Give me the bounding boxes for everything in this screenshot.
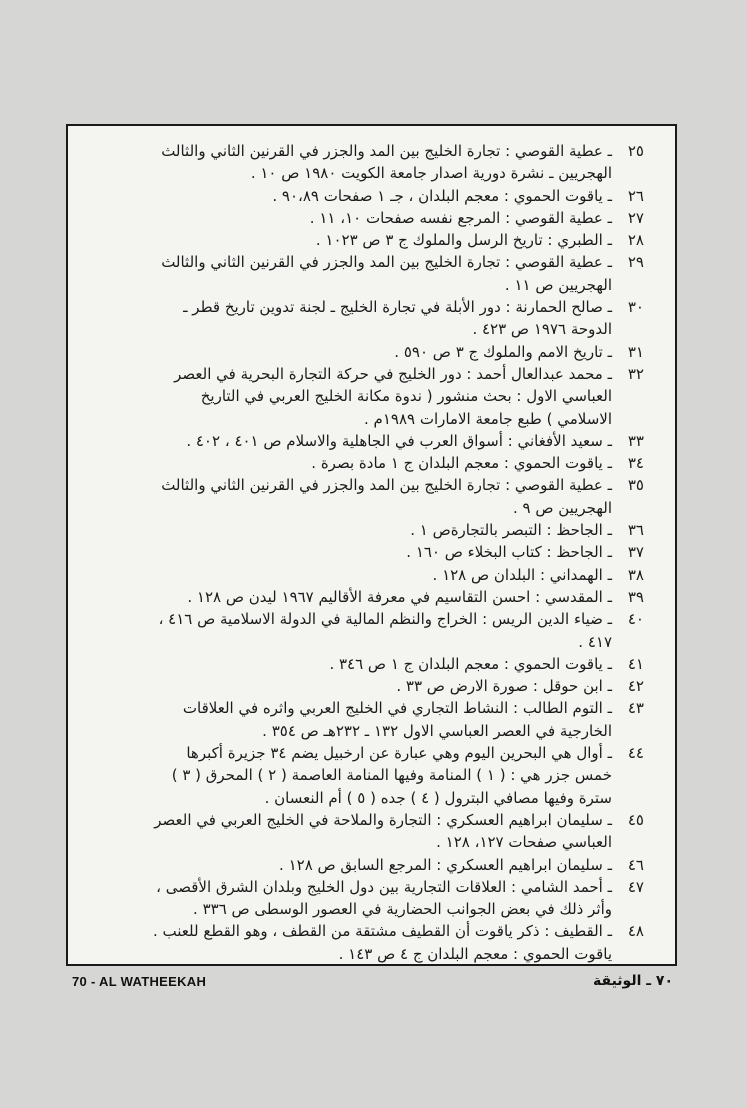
footnote-item [96, 519, 644, 541]
footnote-text [96, 452, 612, 474]
footnote-number: ٣٨ [627, 565, 644, 584]
footnote-text [96, 140, 612, 185]
footnote-line: ـ ياقوت الحموي : معجم البلدان ، جـ ١ صفحات ٩٠،٨٩ . [272, 186, 612, 205]
footnote-line: وأثر ذلك في بعض الجوانب الحضارية في العصور الوسطى ص ٣٣٦ . [193, 900, 612, 919]
footnote-item [96, 876, 644, 921]
footnote-number: ٤٤ [627, 744, 644, 763]
footnote-item [96, 653, 644, 675]
footnote-line: سترة وفيها مصافي البترول ( ٤ ) جده ( ٥ ) أم النعسان . [264, 788, 612, 807]
footnote-number: ٣٢ [627, 364, 644, 383]
footnote-line: ـ الطبري : تاريخ الرسل والملوك ج ٣ ص ١٠٢٣ . [315, 231, 612, 250]
footnote-number: ٤٢ [627, 677, 644, 696]
footnote-line: ـ المقدسي : احسن التقاسيم في معرفة الأقاليم ١٩٦٧ ليدن ص ١٢٨ . [187, 587, 612, 606]
footnote-number: ٢٥ [627, 142, 644, 160]
footnote-text [96, 519, 612, 541]
footnote-item [96, 697, 644, 742]
footnote-text [96, 341, 612, 363]
footnote-number: ٤٥ [627, 810, 644, 829]
footnote-number: ٤٨ [627, 922, 644, 941]
footnote-number: ٢٨ [627, 231, 644, 250]
footnote-line: ـ عطية القوصي : تجارة الخليج بين المد والجزر في القرنين الثاني والثالث [161, 476, 612, 495]
footnote-item [96, 564, 644, 586]
footnote-number: ٣٥ [627, 476, 644, 495]
footnote-text [96, 876, 612, 921]
footnote-number: ٤١ [627, 654, 644, 673]
footnote-line: ٤١٧ . [578, 632, 612, 651]
footnote-item [96, 854, 644, 876]
footnote-line: ياقوت الحموي : معجم البلدان ج ٤ ص ١٤٣ . [338, 944, 612, 963]
footnote-item [96, 474, 644, 519]
footnote-item [96, 430, 644, 452]
footnote-line: الاسلامي ) طبع جامعة الامارات ١٩٨٩م . [364, 409, 612, 428]
footnote-item [96, 452, 644, 474]
footnote-line: الهجريين ص ١١ . [504, 275, 612, 294]
footnote-number: ٤٠ [627, 610, 644, 629]
footnote-line: الخارجية في العصر العباسي الاول ١٣٢ ـ ٢٣٢هـ ص ٣٥٤ . [262, 721, 612, 740]
footnote-text [96, 229, 612, 251]
footnote-line: ـ عطية القوصي : تجارة الخليج بين المد والجزر في القرنين الثاني والثالث [161, 253, 612, 272]
footnote-number: ٣٩ [627, 587, 644, 606]
footnote-line: خمس جزر هي : ( ١ ) المنامة وفيها المنامة العاصمة ( ٢ ) المحرق ( ٣ ) [171, 766, 612, 785]
footnote-number: ٣٠ [627, 298, 644, 317]
footnote-line: العباسي صفحات ١٢٧، ١٢٨ . [436, 833, 612, 852]
footnote-line: ـ سليمان ابراهيم العسكري : المرجع السابق ص ١٢٨ . [279, 855, 612, 874]
footnote-number: ٢٩ [627, 253, 644, 272]
footnote-line: ـ الجاحظ : التبصر بالتجارةص ١ . [410, 521, 612, 540]
footnote-line: ـ ضياء الدين الريس : الخراج والنظم المالية في الدولة الاسلامية ص ٤١٦ ، [158, 610, 612, 629]
footnote-text [96, 920, 612, 965]
footnotes-list [96, 140, 644, 965]
footnote-item [96, 140, 644, 185]
footnote-text [96, 608, 612, 653]
footnote-text [96, 207, 612, 229]
footnote-text [96, 474, 612, 519]
footnote-text [96, 296, 612, 341]
footnote-item [96, 363, 644, 430]
footnote-line: ـ عطية القوصي : تجارة الخليج بين المد والجزر في القرنين الثاني والثالث [161, 142, 612, 160]
footnote-line: ـ الهمداني : البلدان ص ١٢٨ . [432, 565, 612, 584]
footnote-item [96, 229, 644, 251]
footnote-item [96, 296, 644, 341]
footnote-text [96, 564, 612, 586]
footnote-line: الهجريين ـ نشرة دورية اصدار جامعة الكويت ١٩٨٠ ص ١٠ . [250, 164, 612, 183]
footnote-number: ٢٧ [627, 208, 644, 227]
footnote-line: ـ الجاحظ : كتاب البخلاء ص ١٦٠ . [406, 543, 612, 562]
footnote-line: ـ ابن حوقل : صورة الارض ص ٣٣ . [396, 677, 612, 696]
footnote-number: ٣٧ [627, 543, 644, 562]
footnote-item [96, 742, 644, 809]
footnote-item [96, 608, 644, 653]
footnote-text [96, 809, 612, 854]
footnote-number: ٣٤ [627, 454, 644, 473]
footnote-line: ـ ياقوت الحموي : معجم البلدان ج ١ ص ٣٤٦ . [329, 654, 612, 673]
footnote-item [96, 586, 644, 608]
footnote-text [96, 363, 612, 430]
footnote-number: ٣٣ [627, 431, 644, 450]
footnote-line: الدوحة ١٩٧٦ ص ٤٢٣ . [472, 320, 612, 339]
footnote-text [96, 185, 612, 207]
footnote-number: ٣٦ [627, 521, 644, 540]
footnote-line: ـ صالح الحمارنة : دور الأبلة في تجارة الخليج ـ لجنة تدوين تاريخ قطر ـ [183, 298, 612, 317]
footnote-line: ـ القطيف : ذكر ياقوت أن القطيف مشتقة من القطف ، وهو القطع للعنب . [153, 922, 612, 941]
footnote-item [96, 920, 644, 965]
footnote-line: ـ ياقوت الحموي : معجم البلدان ج ١ مادة بصرة . [311, 454, 612, 473]
footnote-item [96, 809, 644, 854]
footnote-text [96, 251, 612, 296]
footnote-item [96, 185, 644, 207]
footnote-text [96, 430, 612, 452]
footer-arabic-title: ٧٠ ـ الوثيقة [593, 973, 673, 989]
footnote-number: ٣١ [627, 342, 644, 361]
footnote-text [96, 586, 612, 608]
footnote-line: ـ سعيد الأفغاني : أسواق العرب في الجاهلية والاسلام ص ٤٠١ ، ٤٠٢ . [186, 431, 612, 450]
footnote-text [96, 541, 612, 563]
footnote-line: ـ محمد عبدالعال أحمد : دور الخليج في حركة التجارة البحرية في العصر [174, 364, 612, 383]
footnote-line: ـ عطية القوصي : المرجع نفسه صفحات ١٠، ١١ . [309, 208, 612, 227]
footnote-number: ٤٣ [627, 699, 644, 718]
footnote-item [96, 251, 644, 296]
footnote-line: ـ تاريخ الامم والملوك ج ٣ ص ٥٩٠ . [394, 342, 612, 361]
footnote-text [96, 854, 612, 876]
footnote-number: ٢٦ [627, 186, 644, 205]
footnote-text [96, 675, 612, 697]
footnote-text [96, 697, 612, 742]
footnote-line: ـ أوال هي البحرين اليوم وهي عبارة عن ارخبيل يضم ٣٤ جزيرة أكبرها [186, 744, 612, 763]
footer-english-title: 70 - AL WATHEEKAH [72, 974, 207, 989]
footnote-line: ـ سليمان ابراهيم العسكري : التجارة والملاحة في الخليج العربي في العصر [154, 810, 612, 829]
footnote-line: العباسي الاول : بحث منشور ( ندوة مكانة الخليج العربي في التاريخ [200, 387, 612, 406]
footnote-line: الهجريين ص ٩ . [512, 498, 612, 517]
footnote-number: ٤٦ [627, 855, 644, 874]
footnote-item [96, 541, 644, 563]
footnote-text [96, 653, 612, 675]
footnote-line: ـ التوم الطالب : النشاط التجاري في الخليج العربي واثره في العلاقات [182, 699, 612, 718]
footnote-line: ـ أحمد الشامي : العلاقات التجارية بين دول الخليج وبلدان الشرق الأقصى ، [156, 877, 612, 896]
footnote-number: ٤٧ [627, 877, 644, 896]
footnote-item [96, 675, 644, 697]
page-footer [66, 972, 677, 992]
footnote-item [96, 207, 644, 229]
footnote-text [96, 742, 612, 809]
footnote-item [96, 341, 644, 363]
